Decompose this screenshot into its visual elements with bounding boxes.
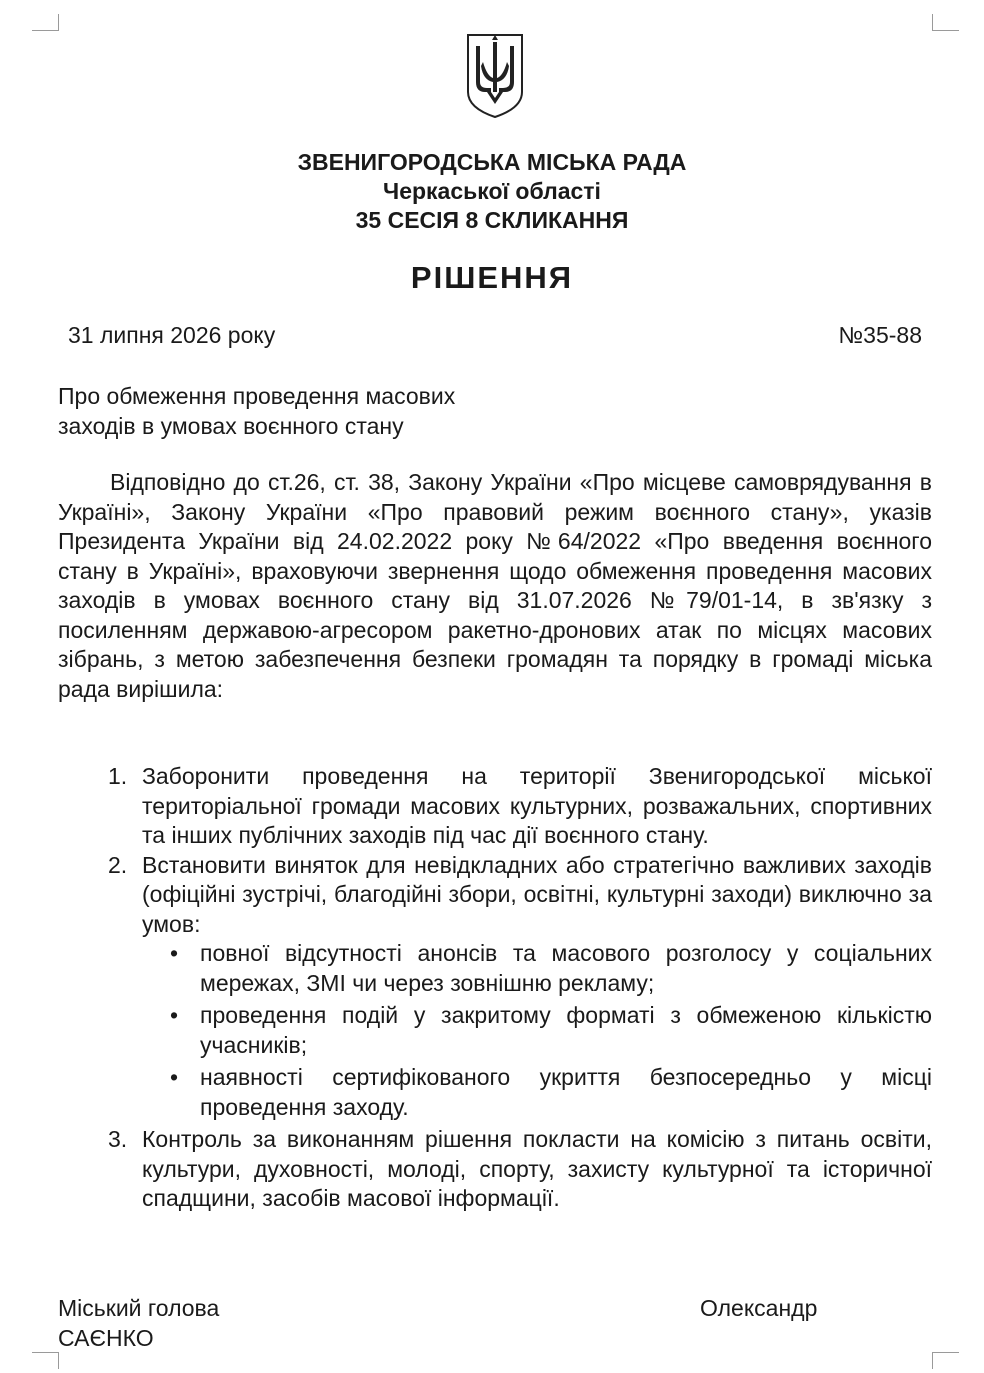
page-corner-mark-top-right	[932, 14, 959, 31]
signatory-surname: САЄНКО	[58, 1325, 154, 1351]
decision-item-number: 3.	[108, 1126, 128, 1152]
decision-date: 31 липня 2026 року	[68, 322, 276, 348]
condition-list	[142, 939, 932, 1122]
document-title: РІШЕННЯ	[410, 260, 574, 295]
region-name: Черкаської області	[383, 178, 601, 204]
decision-item-number: 1.	[108, 763, 128, 789]
council-name: ЗВЕНИГОРОДСЬКА МІСЬКА РАДА	[297, 149, 687, 175]
page-corner-mark-bottom-left	[32, 1352, 59, 1369]
condition-text: проведення подій у закритому форматі з обмеженою кількістю учасників;	[200, 1002, 932, 1058]
signatory-first-name: Олександр	[700, 1295, 818, 1321]
bullet-icon: •	[170, 1064, 179, 1090]
decision-number: №35-88	[838, 322, 922, 348]
decision-item	[58, 762, 932, 851]
decision-item-text: Заборонити проведення на території Звенигородської міської територіальної громади масових культурних, розважальних, спортивних та інших публічних заходів під час дії воєнного стану.	[142, 763, 932, 848]
decision-subject	[58, 381, 558, 441]
decision-item-number: 2.	[108, 851, 128, 878]
condition-item	[142, 1001, 932, 1060]
signatory-position: Міський голова	[58, 1295, 220, 1321]
decision-item-text: Встановити виняток для невідкладних або стратегічно важливих заходів (офіційні зустрічі, благодійні збори, освітні, культурні заходи) виключно за умов:	[142, 851, 932, 937]
session-info: 35 СЕСІЯ 8 СКЛИКАННЯ	[355, 207, 629, 233]
decision-list	[58, 762, 932, 1214]
condition-text: наявності сертифікованого укриття безпосередньо у місці проведення заходу.	[200, 1064, 932, 1120]
decision-item	[58, 851, 932, 1123]
signature-block	[58, 1293, 219, 1353]
ukraine-trident-coat-of-arms-icon	[465, 32, 525, 120]
decision-item-text: Контроль за виконанням рішення покласти на комісію з питань освіти, культури, духовності, молоді, спорту, захисту культурної та історичної спадщини, засобів масової інформації.	[142, 1126, 932, 1211]
bullet-icon: •	[170, 1002, 179, 1028]
page-corner-mark-bottom-right	[932, 1352, 959, 1369]
preamble-paragraph: Відповідно до ст.26, ст. 38, Закону України «Про місцеве самоврядування в Україні», Закону України «Про правовий режим воєнного стану», указів Президента України від 24.02.2022 року №64/2022 «Про введення воєнного стану в Україні», враховуючи звернення щодо обмеження проведення масових заходів в умовах воєнного стану від 31.07.2026 №79/01-14, в зв'язку з посиленням державою-агресором ракетно-дронових атак по місцях масових зібрань, з метою забезпечення безпеки громадян та порядку в громаді міська рада вирішила:	[58, 469, 932, 702]
condition-item	[142, 939, 932, 998]
document-header	[0, 148, 984, 235]
decision-item	[58, 1125, 932, 1214]
subject-line: заходів в умовах воєнного стану	[58, 413, 404, 439]
page-corner-mark-top-left	[32, 14, 59, 31]
subject-line: Про обмеження проведення масових	[58, 383, 456, 409]
condition-text: повної відсутності анонсів та масового розголосу у соціальних мережах, ЗМІ чи через зовнішню рекламу;	[200, 940, 932, 996]
condition-item	[142, 1063, 932, 1122]
bullet-icon: •	[170, 940, 179, 966]
